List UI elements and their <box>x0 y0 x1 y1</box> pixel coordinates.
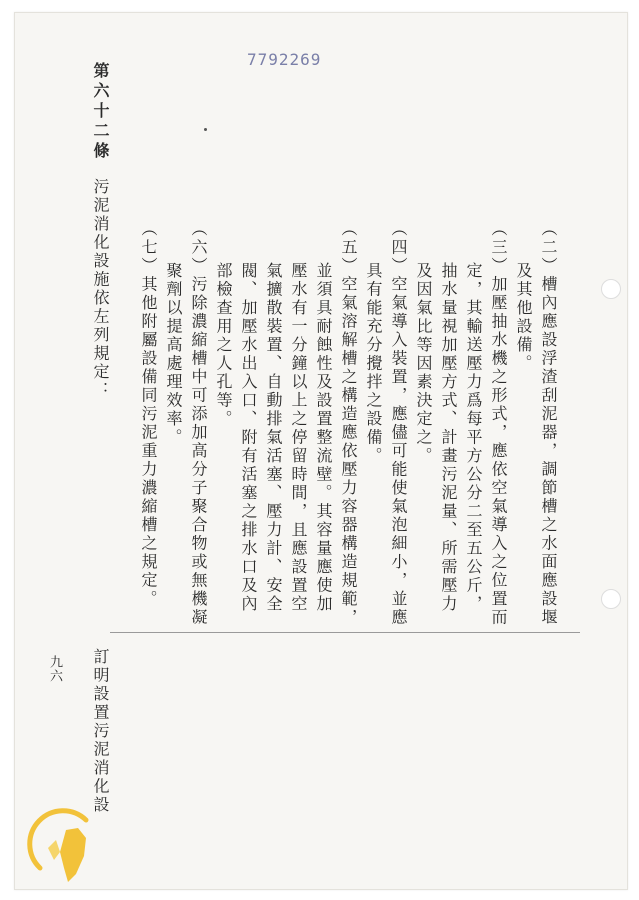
item-2-line-1: （二）槽內應設浮渣刮泥器，調節槽之水面應設堰 <box>539 220 558 627</box>
stamp-number: 7792269 <box>247 50 322 69</box>
footnote-text: 訂明設置污泥消化設 <box>91 648 110 815</box>
binder-hole <box>601 279 621 299</box>
item-5-line-6: 部檢查用之人孔等。 <box>214 262 233 429</box>
logo-accent <box>48 840 60 860</box>
item-6-line-2: 聚劑以提高處理效率。 <box>164 262 183 447</box>
item-5-line-1: （五）空氣溶解槽之構造應依壓力容器構造規範， <box>339 220 358 627</box>
item-5-line-5: 閥、加壓水出入口、附有活塞之排水口及內 <box>239 262 258 614</box>
item-3-line-1: （三）加壓抽水機之形式，應依空氣導入之位置而 <box>489 220 508 627</box>
page-number: 九六 <box>47 655 62 683</box>
divider-line <box>110 632 580 633</box>
archive-logo <box>26 808 116 888</box>
binder-hole <box>601 589 621 609</box>
item-3-line-2: 定，其輸送壓力爲每平方公分二至五公斤， <box>464 262 483 614</box>
item-3-line-3: 抽水量視加壓方式、計畫污泥量、所需壓力 <box>439 262 458 614</box>
article-title: 第六十二條 <box>91 62 110 162</box>
item-4-line-2: 具有能充分攪拌之設備。 <box>364 262 383 466</box>
item-3-line-4: 及因氣比等因素決定之。 <box>414 262 433 466</box>
item-4-line-1: （四）空氣導入裝置，應儘可能使氣泡細小，並應 <box>389 220 408 627</box>
ink-dot <box>204 128 207 131</box>
item-5-line-2: 並須具耐蝕性及設置整流壁。其容量應使加 <box>314 262 333 614</box>
item-5-line-4: 氣擴散裝置、自動排氣活塞、壓力計、安全 <box>264 262 283 614</box>
item-2-line-2: 及其他設備。 <box>514 262 533 373</box>
item-6-line-1: （六）污除濃縮槽中可添加高分子聚合物或無機凝 <box>189 220 208 627</box>
taiwan-shape-icon <box>60 828 86 882</box>
article-intro: 污泥消化設施依左列規定： <box>91 178 110 400</box>
item-5-line-3: 壓水有一分鐘以上之停留時間，且應設置空 <box>289 262 308 614</box>
item-7-line-1: （七）其他附屬設備同污泥重力濃縮槽之規定。 <box>139 220 158 609</box>
